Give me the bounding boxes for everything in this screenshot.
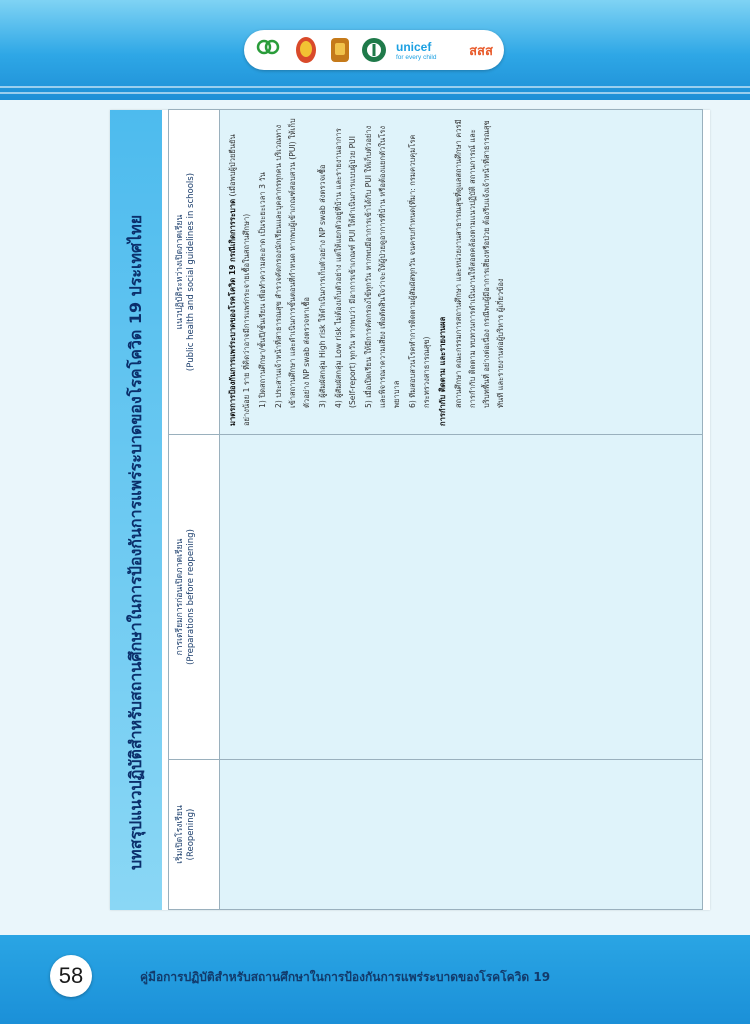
guideline-paragraph: [362, 118, 404, 426]
header-th-text: เริ่มเปิดโรงเรียน: [175, 805, 185, 864]
rotated-content: [110, 110, 710, 910]
garuda-emblem-icon: [295, 36, 317, 64]
paragraph-text: 2) ประสานเจ้าหน้าที่สาธารณสุข สำรวจคัดกรองนักเรียนและบุคลากรทุกคน บริเวณทางเข้าสถานศึกษา และดำเนินการขั้นตอนที่กำหนด หากพบผู้เข้าเกณฑ์สอบสวน (PUI) ให้เก็บตัวอย่าง NP swab ส่งตรวจหาเชื้อ: [274, 118, 311, 408]
guideline-paragraph: [272, 118, 314, 426]
paragraph-bold: มาตรการป้องกันการแพร่ระบาดของโรคโควิด 19 กรณีเกิดการระบาด: [228, 198, 237, 426]
guideline-paragraph: [256, 118, 270, 426]
paragraph-bold: การกำกับ ติดตาม และรายงานผล: [438, 316, 447, 426]
logo-garuda: [294, 36, 318, 64]
header-guidelines: [169, 110, 220, 435]
content-sheet: [110, 110, 710, 910]
header-th-text: การเตรียมการก่อนเปิดภาคเรียน: [175, 538, 185, 656]
paragraph-text: 5) เมื่อเปิดเรียน ให้มีการคัดกรองไข้ทุกวัน หากพบมีอาการเข้าได้กับ PUI ให้เก็บตัวอย่าง และพิจารณาความเสี่ยง เพื่อตัดสินใจว่าจะให้ผู้ป่วยดูอาการที่บ้าน หรือต้องแยกตัวในโรงพยาบาล: [364, 125, 401, 408]
header-stripe: [0, 92, 750, 94]
logo-thaihealth: สสส: [469, 43, 493, 59]
paragraph-text: (เมื่อพบผู้ป่วยยืนยันอย่างน้อย 1 ราย ที่คิดว่าอาจมีการแพร่กระจายเชื้อในสถานศึกษา): [228, 134, 251, 426]
guideline-paragraph: [452, 118, 508, 426]
header-stripe: [0, 86, 750, 88]
header-reopening: [169, 760, 220, 910]
table-body-row: [220, 110, 703, 910]
unicef-text: unicef: [396, 39, 432, 54]
cell-preparations: [220, 435, 703, 760]
page-number: 58: [50, 955, 92, 997]
paragraph-text: 3) ผู้สัมผัสกลุ่ม High risk ให้ดำเนินการเก็บตัวอย่าง NP swab ส่งตรวจเชื้อ: [318, 164, 327, 408]
rotated-title: บทสรุปแนวปฏิบัติสำหรับสถานศึกษาในการป้องกันการแพร่ระบาดของโรคโควิด 19 ประเทศไทย: [125, 214, 145, 870]
logo-bar: [244, 30, 504, 70]
title-strip: [110, 110, 162, 910]
guideline-paragraph: [406, 118, 434, 426]
paragraph-text: 6) ทีมสอบสวนโรคทำการติดตามผู้สัมผัสทุกวัน จนครบกำหนด(ที่มา: กรมควบคุมโรค กระทรวงสาธารณสุข): [408, 134, 431, 408]
header-en-text: (Public health and social guidelines in schools): [186, 172, 196, 372]
guideline-paragraph: [226, 118, 254, 426]
guideline-paragraph: [332, 118, 360, 426]
moe-emblem-icon: [329, 36, 351, 64]
logo-unicef: [396, 36, 460, 64]
header-en-text: (Reopening): [186, 808, 196, 861]
logo-moe: [328, 36, 352, 64]
logo-eef: [254, 36, 282, 64]
logo-moph: [360, 36, 388, 64]
footer-title: คู่มือการปฏิบัติสำหรับสถานศึกษาในการป้องกันการแพร่ระบาดของโรคโควิด 19: [140, 970, 551, 984]
header-th-text: แนวปฏิบัติระหว่างเปิดภาคเรียน: [175, 214, 185, 330]
cell-guidelines: [220, 110, 703, 435]
table-header-row: [169, 110, 220, 910]
guideline-paragraph: [436, 118, 450, 426]
moph-emblem-icon: [361, 37, 387, 63]
summary-table-wrap: [168, 110, 710, 910]
cell-reopening: [220, 760, 703, 910]
paragraph-text: 4) ผู้สัมผัสกลุ่ม Low risk ไม่ต้องเก็บตัวอย่าง แต่ให้แยกตัวอยู่ที่บ้าน และรายงานอาการ (Self-report) ทุกวัน หากพบว่า มีอาการเข้าเกณฑ์ PUI ให้ดำเนินการแบบผู้ป่วย PUI: [334, 128, 357, 408]
paragraph-text: สถานศึกษา คณะกรรมการสถานศึกษา และหน่วยงานสาธารณสุขที่ดูแลสถานศึกษา ควรมีการกำกับ ติดตาม ทบทวนการดำเนินงานให้สอดคล้องตามแนวปฏิบัติ สถานการณ์ และบริบทพื้นที่ อย่างต่อเนื่อง กรณีพบผู้มีอาการเสี่ยงหรือป่วย ต้องรีบแจ้งเจ้าหน้าที่สาธารณสุขทันที และรายงานต่อผู้บริหาร ผู้เกี่ยวข้อง: [454, 119, 505, 408]
unicef-tagline: for every child: [396, 53, 437, 61]
header-preparations: [169, 435, 220, 760]
paragraph-text: 1) ปิดสถานศึกษา/ชั้นปี/ชั้นเรียน เพื่อทำความสะอาด เป็นระยะเวลา 3 วัน: [258, 172, 267, 408]
summary-table: [168, 109, 703, 910]
guideline-paragraph: [316, 118, 330, 426]
header-en-text: (Preparations before reopening): [186, 529, 196, 665]
eef-logo-icon: [255, 37, 281, 63]
